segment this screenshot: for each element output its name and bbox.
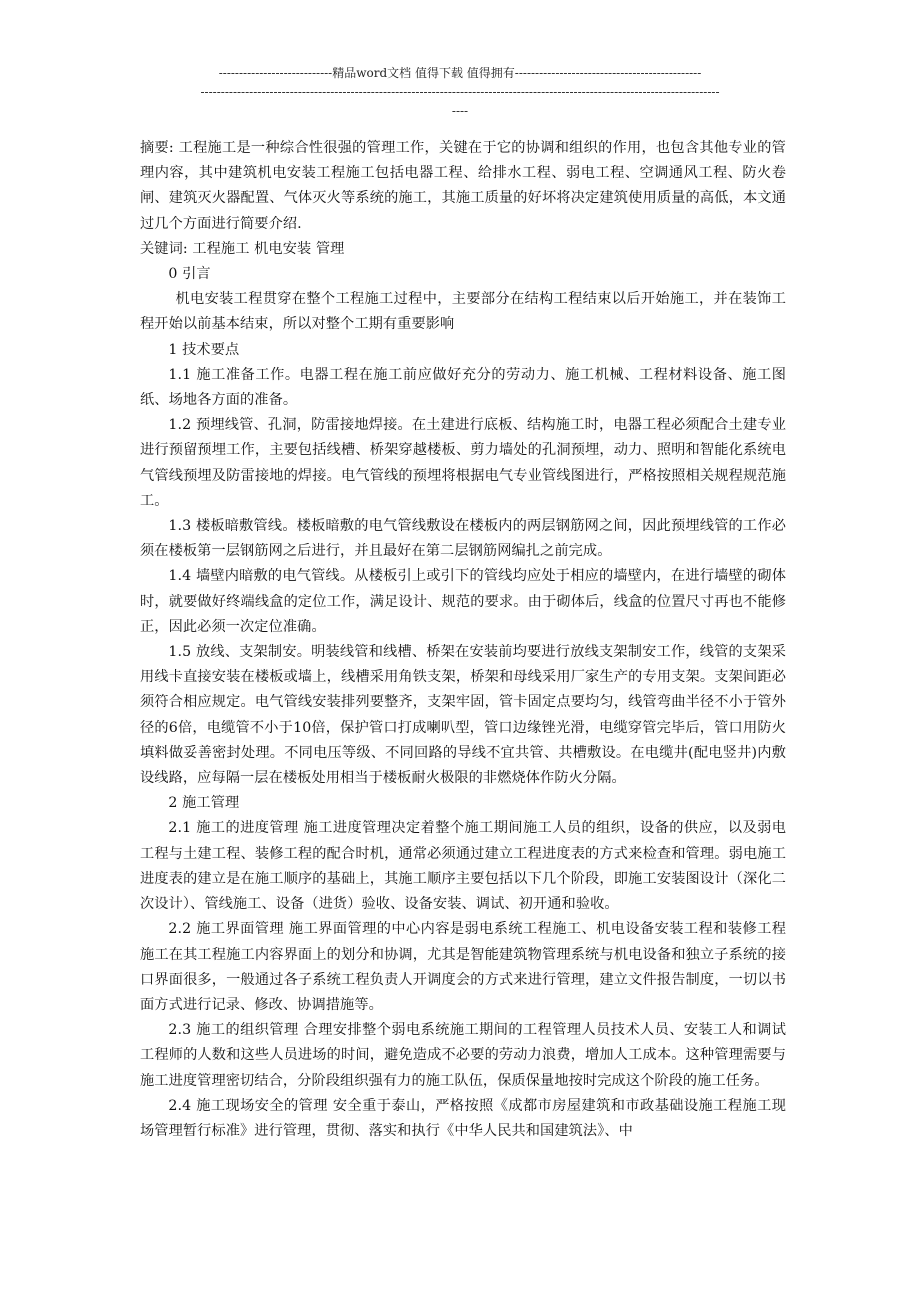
paragraph-1-5: 1.5 放线、支架制安。明装线管和线槽、桥架在安装前均要进行放线支架制安工作，线管的支架采用线卡直接安装在楼板或墙上，线槽采用角铁支架，桥架和母线采用厂家生产的专用支架。支架间距必须符合相应规定。电气管线安装排列要整齐，支架牢固，管卡固定点要均匀，线管弯曲半径不小于管外径的6倍，电缆管不小于10倍，保护管口打成喇叭型，管口边缘锉光滑，电缆穿管完毕后，管口用防火填料做妥善密封处理。不同电压等级、不同回路的导线不宜共管、共槽敷设。在电缆井(配电竖井)内敷设线路，应每隔一层在楼板处用相当于楼板耐火极限的非燃烧体作防火分隔。	[140, 644, 786, 787]
header-line-2: --------------------------------------------------------------------------------------------------------------------------------	[200, 85, 720, 99]
keywords-text: 工程施工 机电安装 管理	[187, 240, 345, 257]
section-heading-tech: 1 技术要点	[168, 341, 240, 358]
paragraph-2-1: 2.1 施工的进度管理 施工进度管理决定着整个施工期间施工人员的组织，设备的供应，以及弱电工程与土建工程、装修工程的配合时机，通常必须通过建立工程进度表的方式来检查和管理。弱电施工进度表的建立是在施工顺序的基础上，其施工顺序主要包括以下几个阶段，即施工安装图设计（深化二次设计）、管线施工、设备（进货）验收、设备安装、调试、初开通和验收。	[140, 820, 786, 913]
header-line-3: ----	[451, 104, 469, 118]
paragraph-1-3: 1.3 楼板暗敷管线。楼板暗敷的电气管线敷设在楼板内的两层钢筋网之间，因此预埋线管的工作必须在楼板第一层钢筋网之后进行，并且最好在第二层钢筋网编扎之前完成。	[140, 518, 786, 560]
abstract-text: 工程施工是一种综合性很强的管理工作，关键在于它的协调和组织的作用，也包含其他专业的管理内容，其中建筑机电安装工程施工包括电器工程、给排水工程、弱电工程、空调通风工程、防火卷闸、建筑灭火器配置、气体灭火等系统的施工，其施工质量的好坏将决定建筑使用质量的高低，本文通过几个方面进行简要介绍.	[140, 140, 786, 232]
paragraph-1-1: 1.1 施工准备工作。电器工程在施工前应做好充分的劳动力、施工机械、工程材料设备、施工图纸、场地各方面的准备。	[140, 366, 786, 409]
abstract-label: 摘要:	[140, 140, 174, 156]
section-heading-management: 2 施工管理	[168, 795, 240, 812]
paragraph-1-4: 1.4 墙壁内暗敷的电气管线。从楼板引上或引下的管线均应处于相应的墙壁内，在进行墙壁的砌体时，就要做好终端线盒的定位工作，满足设计、规范的要求。由于砌体后，线盒的位置尺寸再也不能修正，因此必须一次定位准确。	[140, 568, 786, 635]
keywords-paragraph	[140, 237, 786, 262]
header-line-1: ----------------------------精品word文档 值得下载 值得拥有----------------------------------------------	[218, 66, 702, 80]
document-body	[140, 136, 786, 1144]
paragraph-1-2: 1.2 预埋线管、孔洞，防雷接地焊接。在土建进行底板、结构施工时，电器工程必须配合土建专业进行预留预埋工作，主要包括线槽、桥架穿越楼板、剪力墙处的孔洞预埋，动力、照明和智能化系统电气管线预埋及防雷接地的焊接。电气管线的预埋将根据电气专业管线图进行，严格按照相关规程规范施工。	[140, 417, 786, 509]
keywords-label: 关键词:	[140, 240, 188, 257]
paragraph-2-2: 2.2 施工界面管理 施工界面管理的中心内容是弱电系统工程施工、机电设备安装工程和装修工程施工在其工程施工内容界面上的划分和协调，尤其是智能建筑物管理系统与机电设备和独立子系统的接口界面很多，一般通过各子系统工程负责人开调度会的方式来进行管理，建立文件报告制度，一切以书面方式进行记录、修改、协调措施等。	[140, 921, 786, 1013]
paragraph-2-3: 2.3 施工的组织管理 合理安排整个弱电系统施工期间的工程管理人员技术人员、安装工人和调试工程师的人数和这些人员进场的时间，避免造成不必要的劳动力浪费，增加人工成本。这种管理需要与施工进度管理密切结合，分阶段组织强有力的施工队伍，保质保量地按时完成这个阶段的施工任务。	[140, 1022, 786, 1089]
paragraph-2-4: 2.4 施工现场安全的管理 安全重于泰山，严格按照《成都市房屋建筑和市政基础设施工程施工现场管理暂行标准》进行管理，贯彻、落实和执行《中华人民共和国建筑法》、中	[140, 1097, 786, 1139]
abstract-paragraph	[140, 136, 786, 237]
page-header	[140, 64, 780, 121]
intro-paragraph: 机电安装工程贯穿在整个工程施工过程中，主要部分在结构工程结束以后开始施工，并在装饰工程开始以前基本结束，所以对整个工期有重要影响	[140, 291, 786, 333]
section-heading-intro: 0 引言	[168, 266, 211, 283]
